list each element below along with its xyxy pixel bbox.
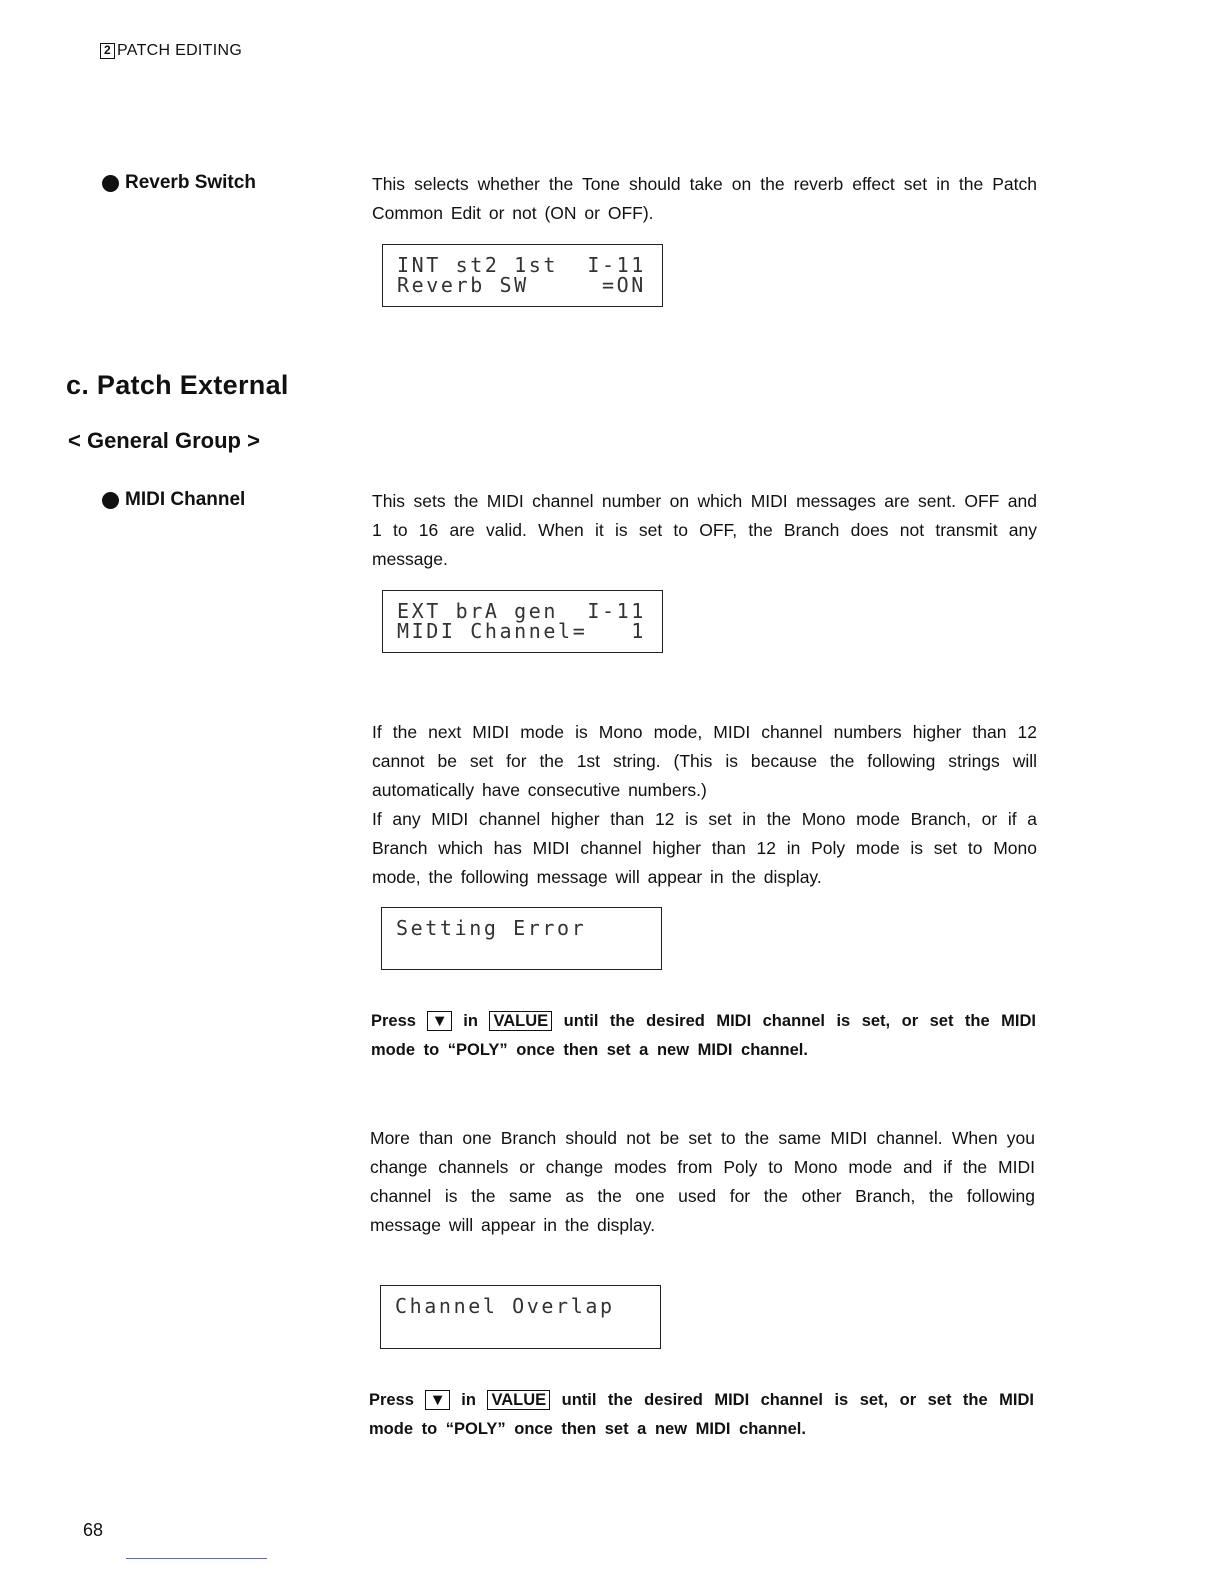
lcd-message: Setting Error	[396, 916, 587, 940]
in-word: in	[461, 1391, 476, 1409]
in-word: in	[463, 1012, 478, 1030]
reverb-switch-title: Reverb Switch	[125, 172, 256, 193]
reverb-lcd-display	[382, 244, 663, 307]
lcd-line-1: INT st2 1st I-11	[397, 253, 646, 277]
section-title: c. Patch External	[66, 370, 289, 400]
branch-paragraph: If any MIDI channel higher than 12 is set in the Mono mode Branch, or if a Branch which has MIDI channel higher than 12 in Poly mode is set to Mono mode, the following message will appear in the display.	[372, 809, 1037, 887]
lcd-message: Channel Overlap	[395, 1294, 615, 1318]
press-word: Press	[371, 1012, 416, 1030]
value-key: VALUE	[487, 1390, 550, 1410]
lcd-line-2: MIDI Channel= 1	[397, 619, 646, 643]
setting-error-lcd-display	[381, 907, 662, 970]
mono-mode-paragraph: If the next MIDI mode is Mono mode, MIDI channel numbers higher than 12 cannot be set for the 1st string. (This is because the following strings will automatically have consecutive numbers.)	[372, 722, 1037, 800]
lcd-line-2: Reverb SW =ON	[397, 273, 646, 297]
bullet-icon	[102, 175, 119, 192]
press-instruction-rest: until the desired MIDI channel is set, or set the MIDI mode to “POLY” once then set a new MIDI channel.	[371, 1012, 1036, 1059]
down-arrow-key: ▼	[427, 1011, 451, 1031]
midi-channel-lcd-display	[382, 590, 663, 653]
midi-channel-heading	[102, 489, 245, 511]
bullet-icon	[102, 492, 119, 509]
page-header	[100, 42, 242, 60]
press-instruction-rest: until the desired MIDI channel is set, or set the MIDI mode to “POLY” once then set a new MIDI channel.	[369, 1391, 1034, 1438]
press-instruction-2	[369, 1386, 1034, 1444]
channel-overlap-lcd-display	[380, 1285, 661, 1349]
lcd-line-1: EXT brA gen I-11	[397, 599, 646, 623]
down-arrow-key: ▼	[425, 1390, 449, 1410]
overlap-paragraph: More than one Branch should not be set to the same MIDI channel. When you change channels or change modes from Poly to Mono mode and if the MIDI channel is the same as the one used for the other Branch, the following message will appear in the display.	[370, 1128, 1035, 1235]
reverb-switch-description: This selects whether the Tone should take on the reverb effect set in the Patch Common Edit or not (ON or OFF).	[372, 174, 1037, 223]
midi-channel-title: MIDI Channel	[125, 489, 246, 510]
group-title: < General Group >	[68, 428, 260, 453]
section-number-box: 2	[100, 43, 115, 59]
press-instruction-1	[371, 1007, 1036, 1065]
press-word: Press	[369, 1391, 414, 1409]
reverb-switch-heading	[102, 172, 256, 194]
header-title: PATCH EDITING	[117, 42, 243, 59]
footer-rule	[126, 1558, 267, 1559]
midi-channel-description: This sets the MIDI channel number on which MIDI messages are sent. OFF and 1 to 16 are valid. When it is set to OFF, the Branch does not transmit any message.	[372, 491, 1037, 569]
value-key: VALUE	[489, 1011, 552, 1031]
page-number: 68	[83, 1520, 104, 1540]
